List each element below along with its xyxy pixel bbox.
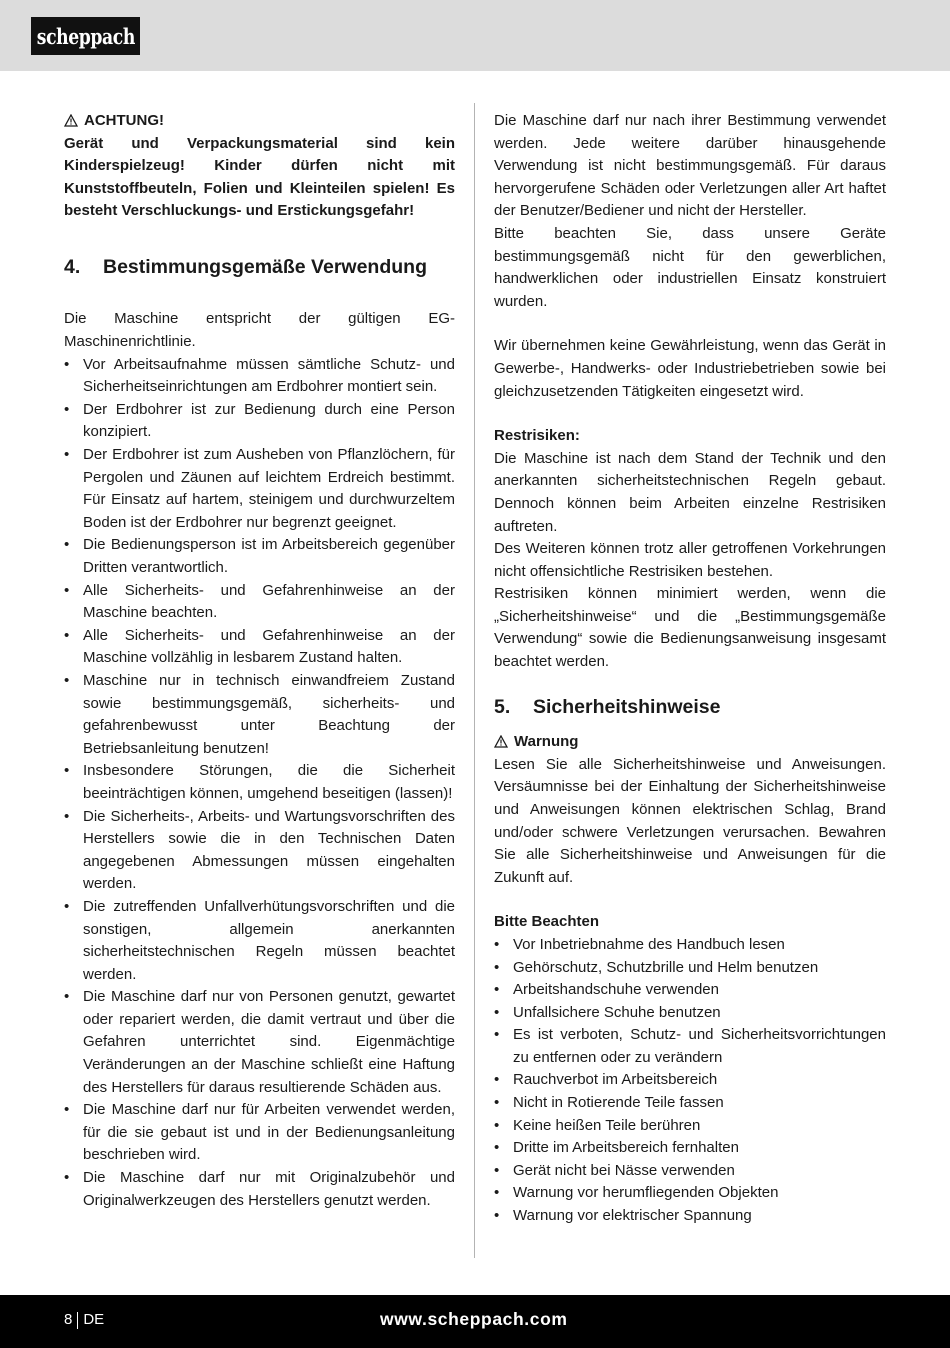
list-item: • Die zutreffenden Unfallverhütungsvorschriften und die sonstigen, allgemein anerkannten sicherheitstechnischen Regeln müssen beachtet werden. — [64, 896, 455, 986]
warnung-text: Lesen Sie alle Sicherheitshinweise und Anweisungen. Versäumnisse bei der Einhaltung der Sicherheitshinweise und Anweisungen können elektrischen Schlag, Brand und/oder schwere Verletzungen verursachen. Bewahren Sie alle Sicherheitshinweise und Anweisungen für die Zukunft auf. — [494, 755, 886, 886]
brand-logo — [31, 17, 140, 55]
list-item: • Warnung vor herumfliegenden Objekten — [494, 1182, 886, 1205]
list-item: • Nicht in Rotierende Teile fassen — [494, 1092, 886, 1115]
list-item: • Die Sicherheits-, Arbeits- und Wartungsvorschriften des Herstellers sowie die in den Technischen Daten angegebenen Abmessungen müssen eingehalten werden. — [64, 806, 455, 896]
right-column — [494, 110, 886, 1228]
list-item: • Die Maschine darf nur für Arbeiten verwendet werden, für die sie gebaut ist und in der Bedienungsanleitung beschrieben wird. — [64, 1099, 455, 1167]
section-4-heading — [64, 256, 455, 280]
section-title: Sicherheitshinweise — [533, 695, 721, 718]
list-item: • Alle Sicherheits- und Gefahrenhinweise an der Maschine beachten. — [64, 580, 455, 625]
warning-triangle-icon — [494, 735, 508, 750]
warning-text: Gerät und Verpackungsmaterial sind kein Kinderspielzeug! Kinder dürfen nicht mit Kunststoffbeuteln, Folien und Kleinteilen spielen! Es besteht Verschluckungs- und Erstickungsgefahr! — [64, 134, 455, 220]
bitte-beachten-label: Bitte Beachten — [494, 913, 600, 931]
notice-paragraph: Bitte beachten Sie, dass unsere Geräte bestimmungsgemäß nicht für den gewerblichen, handwerklichen oder industriellen Einsatz konstruiert wurden. — [494, 224, 886, 310]
safety-bullet-list — [494, 934, 886, 1228]
page-header — [0, 0, 950, 71]
warning-triangle-icon — [64, 114, 78, 129]
section-number: 4. — [64, 255, 81, 278]
warnung-heading — [494, 731, 886, 754]
list-item: • Rauchverbot im Arbeitsbereich — [494, 1069, 886, 1092]
section-number: 5. — [494, 695, 511, 718]
list-item: • Keine heißen Teile berühren — [494, 1115, 886, 1138]
list-item: • Die Maschine darf nur mit Originalzubehör und Originalwerkzeugen des Herstellers genutzt werden. — [64, 1167, 455, 1212]
column-divider — [474, 103, 475, 1258]
list-item: • Insbesondere Störungen, die die Sicherheit beeinträchtigen können, umgehend beseitigen (lassen)! — [64, 760, 455, 805]
warranty-paragraph: Wir übernehmen keine Gewährleistung, wenn das Gerät in Gewerbe-, Handwerks- oder Industriebetrieben sowie bei gleichzusetzenden Tätigkeiten eingesetzt wird. — [494, 337, 886, 400]
list-item: • Unfallsichere Schuhe benutzen — [494, 1002, 886, 1025]
list-item: • Vor Inbetriebnahme des Handbuch lesen — [494, 934, 886, 957]
list-item: • Maschine nur in technisch einwandfreiem Zustand sowie bestimmungsgemäß, sicherheits- und gefahrenbewusst unter Beachtung der Betriebsanleitung benutzen! — [64, 670, 455, 760]
language-code: DE — [83, 1311, 105, 1328]
page-number: 8 — [64, 1311, 73, 1328]
usage-bullet-list — [64, 354, 455, 1213]
restrisiken-paragraph-1: Die Maschine ist nach dem Stand der Technik und den anerkannten sicherheitstechnischen Regeln gebaut. Dennoch können beim Arbeiten einzelne Restrisiken auftreten. — [494, 449, 886, 535]
list-item: • Die Maschine darf nur von Personen genutzt, gewartet oder repariert werden, die damit vertraut und über die Gefahren unterrichtet sind. Eigenmächtige Veränderungen an der Maschine schließt eine Haftung des Herstellers für daraus resultierende Schäden aus. — [64, 986, 455, 1099]
list-item: • Der Erdbohrer ist zur Bedienung durch eine Person konzipiert. — [64, 399, 455, 444]
restrisiken-paragraph-2: Des Weiteren können trotz aller getroffenen Vorkehrungen nicht offensichtliche Restrisiken bestehen. — [494, 540, 886, 580]
list-item: • Die Bedienungsperson ist im Arbeitsbereich gegenüber Dritten verantwortlich. — [64, 534, 455, 579]
list-item: • Alle Sicherheits- und Gefahrenhinweise an der Maschine vollzählig in lesbarem Zustand halten. — [64, 625, 455, 670]
page-footer — [0, 1295, 950, 1348]
achtung-warning — [64, 110, 455, 223]
website-link[interactable]: www.scheppach.com — [380, 1309, 568, 1329]
footer-page-info — [64, 1310, 104, 1330]
left-column — [64, 110, 455, 1212]
footer-separator — [77, 1312, 78, 1329]
list-item: • Gerät nicht bei Nässe verwenden — [494, 1160, 886, 1183]
list-item: • Gehörschutz, Schutzbrille und Helm benutzen — [494, 957, 886, 980]
warning-heading — [64, 110, 455, 133]
section-5-heading — [494, 696, 886, 720]
list-item: • Der Erdbohrer ist zum Ausheben von Pflanzlöchern, für Pergolen und Zäunen auf leichtem Erdreich bestimmt. Für Einsatz auf hartem, steinigem und durchwurzeltem Boden ist der Erdbohrer nur begrenzt geeignet. — [64, 444, 455, 534]
list-item: • Warnung vor elektrischer Spannung — [494, 1205, 886, 1228]
list-item: • Vor Arbeitsaufnahme müssen sämtliche Schutz- und Sicherheitseinrichtungen am Erdbohrer montiert sein. — [64, 354, 455, 399]
intro-paragraph: Die Maschine entspricht der gültigen EG-Maschinenrichtlinie. — [64, 310, 455, 351]
list-item: • Arbeitshandschuhe verwenden — [494, 979, 886, 1002]
restrisiken-label: Restrisiken: — [494, 427, 580, 445]
section-title: Bestimmungsgemäße Verwendung — [103, 255, 427, 278]
restrisiken-paragraph-3: Restrisiken können minimiert werden, wenn die „Sicherheitshinweise“ und die „Bestimmungsgemäße Verwendung“ sowie die Bedienungsanweisung insgesamt beachtet werden. — [494, 585, 886, 671]
warning-title: ACHTUNG! — [84, 112, 164, 129]
usage-paragraph: Die Maschine darf nur nach ihrer Bestimmung verwendet werden. Jede weitere darüber hinausgehende Verwendung ist nicht bestimmungsgemäß. Für daraus hervorgerufene Schäden oder Verletzungen aller Art haftet der Benutzer/Bediener und nicht der Hersteller. — [494, 112, 886, 220]
warnung-title: Warnung — [514, 733, 579, 751]
list-item: • Es ist verboten, Schutz- und Sicherheitsvorrichtungen zu entfernen oder zu verändern — [494, 1024, 886, 1069]
list-item: • Dritte im Arbeitsbereich fernhalten — [494, 1137, 886, 1160]
logo-text: scheppach — [36, 23, 135, 49]
